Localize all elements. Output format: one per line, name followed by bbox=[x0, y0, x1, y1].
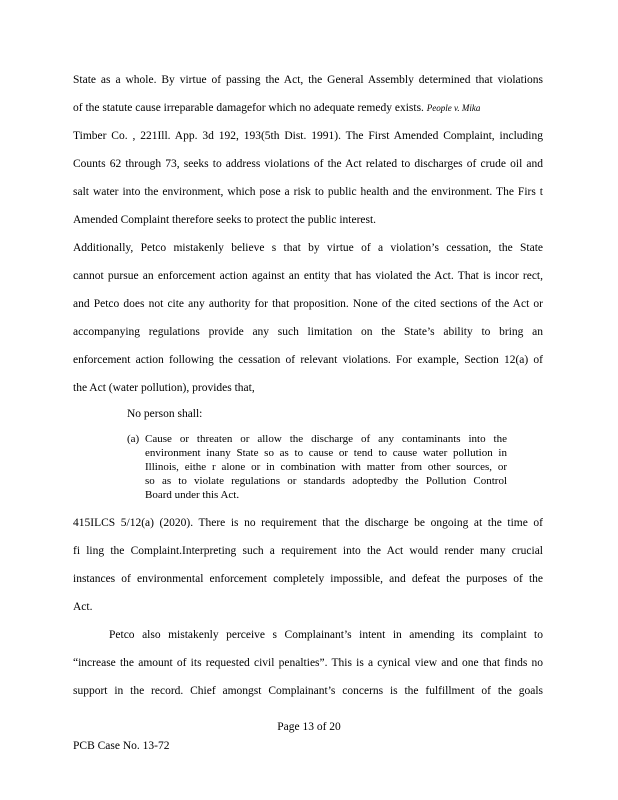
text-line-segment: of the statute cause irreparable damagefor which no adequate remedy exists. bbox=[73, 102, 424, 114]
text-line: support in the record. Chief amongst Complainant’s concerns is the fulfillment of the goals bbox=[73, 685, 543, 697]
text-line: salt water into the environment, which pose a risk to public health and the environment. The Firs t bbox=[73, 186, 543, 198]
quote-line-text: Cause or threaten or allow the discharge of any contaminants into the bbox=[145, 433, 507, 445]
text-line: Additionally, Petco mistakenly believe s that by virtue of a violation’s cessation, the State bbox=[73, 242, 543, 254]
text-line: Timber Co. , 221Ill. App. 3d 192, 193(5th Dist. 1991). The First Amended Complaint, including bbox=[73, 130, 543, 142]
page-number: Page 13 of 20 bbox=[277, 721, 341, 733]
quote-line: environment inany State so as to cause or tend to cause water pollution in bbox=[145, 447, 507, 459]
text-line: enforcement action following the cessation of relevant violations. For example, Section 12(a) of bbox=[73, 354, 543, 366]
text-line: and Petco does not cite any authority for that proposition. None of the cited sections of the Act or bbox=[73, 298, 543, 310]
text-line bbox=[73, 101, 543, 115]
text-line: Counts 62 through 73, seeks to address violations of the Act related to discharges of crude oil and bbox=[73, 158, 543, 170]
text-line: “increase the amount of its requested civil penalties”. This is a cynical view and one that finds no bbox=[73, 657, 543, 669]
case-number: PCB Case No. 13-72 bbox=[73, 740, 170, 752]
block-quote bbox=[127, 432, 507, 502]
citation-fragment: People v. Mika bbox=[426, 103, 481, 113]
quote-line: Illinois, eithe r alone or in combination with matter from other sources, or bbox=[145, 461, 507, 473]
text-line: accompanying regulations provide any such limitation on the State’s ability to bring an bbox=[73, 326, 543, 338]
quote-line: Board under this Act. bbox=[145, 489, 240, 501]
text-line: State as a whole. By virtue of passing the Act, the General Assembly determined that violations bbox=[73, 74, 543, 86]
text-line: instances of environmental enforcement completely impossible, and defeat the purposes of the bbox=[73, 573, 543, 585]
quote-marker: (a) bbox=[127, 433, 140, 445]
text-line: the Act (water pollution), provides that, bbox=[73, 382, 255, 394]
text-line: 415ILCS 5/12(a) (2020). There is no requirement that the discharge be ongoing at the time of bbox=[73, 517, 543, 529]
quote-line bbox=[127, 432, 507, 446]
text-line: Act. bbox=[73, 601, 93, 613]
text-line: Petco also mistakenly perceive s Complainant’s intent in amending its complaint to bbox=[109, 629, 543, 641]
quote-line: so as to violate regulations or standards adoptedby the Pollution Control bbox=[145, 475, 507, 487]
text-line: Amended Complaint therefore seeks to protect the public interest. bbox=[73, 214, 377, 226]
text-line: fi ling the Complaint.Interpreting such a requirement into the Act would render many crucial bbox=[73, 545, 543, 557]
quote-intro: No person shall: bbox=[127, 408, 203, 420]
text-line: cannot pursue an enforcement action against an entity that has violated the Act. That is incor rect, bbox=[73, 270, 543, 282]
